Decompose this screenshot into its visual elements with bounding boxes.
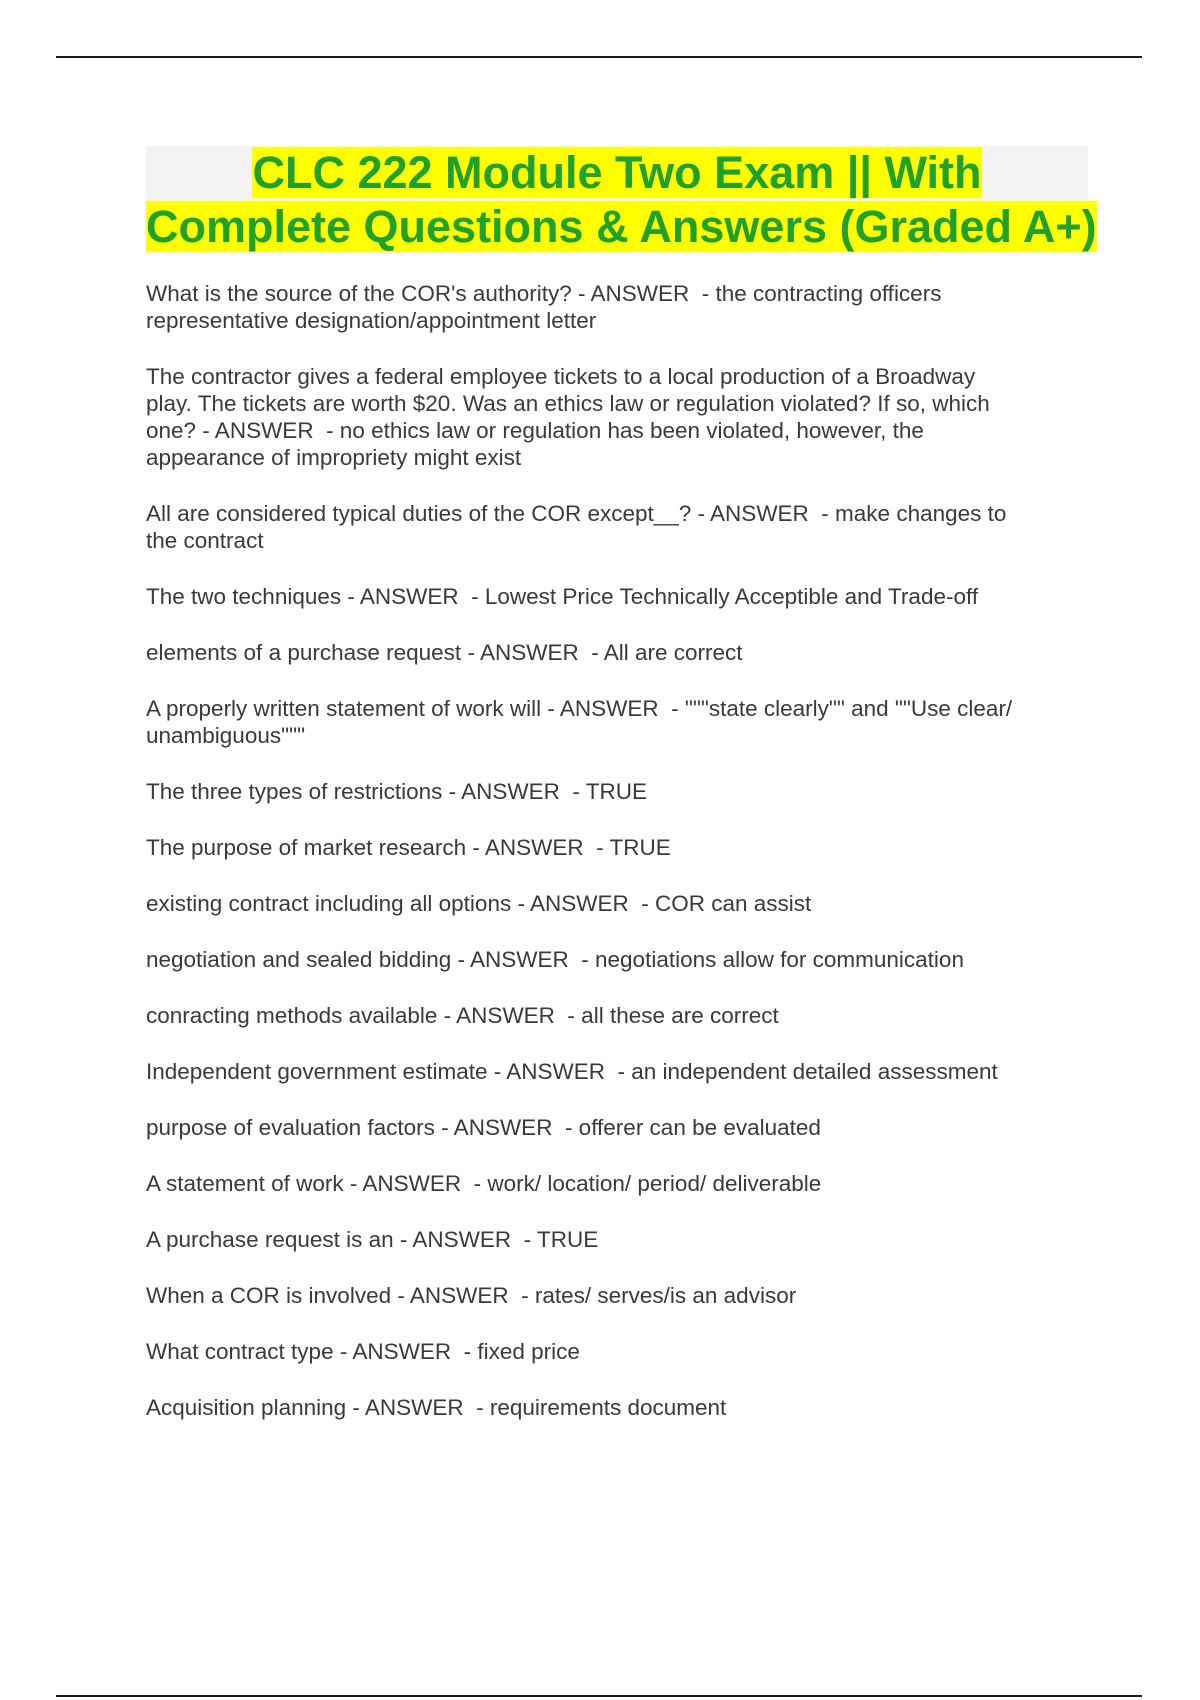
title-line-2 bbox=[146, 200, 1097, 254]
qa-item: What contract type - ANSWER - fixed price bbox=[146, 1339, 580, 1364]
title-line-2-text: Complete Questions & Answers (Graded A+) bbox=[146, 201, 1097, 252]
qa-item: existing contract including all options - ANSWER - COR can assist bbox=[146, 891, 812, 916]
qa-item: All are considered typical duties of the COR except__? - ANSWER - make changes to the contract bbox=[146, 501, 1007, 553]
qa-item: Acquisition planning - ANSWER - requirements document bbox=[146, 1395, 727, 1420]
top-rule bbox=[56, 56, 1142, 58]
qa-item: Independent government estimate - ANSWER - an independent detailed assessment bbox=[146, 1059, 998, 1084]
qa-item: negotiation and sealed bidding - ANSWER - negotiations allow for communication bbox=[146, 947, 964, 972]
document-title bbox=[146, 146, 1097, 254]
title-line-1 bbox=[146, 146, 1088, 200]
title-line-1-text: CLC 222 Module Two Exam || With bbox=[252, 147, 982, 198]
qa-item: What is the source of the COR's authority? - ANSWER - the contracting officers representative designation/appointment letter bbox=[146, 281, 942, 333]
qa-list bbox=[146, 280, 1096, 1450]
qa-item: purpose of evaluation factors - ANSWER - offerer can be evaluated bbox=[146, 1115, 821, 1140]
qa-item: The two techniques - ANSWER - Lowest Price Technically Acceptible and Trade-off bbox=[146, 584, 979, 609]
qa-item: conracting methods available - ANSWER - all these are correct bbox=[146, 1003, 779, 1028]
qa-item: A statement of work - ANSWER - work/ location/ period/ deliverable bbox=[146, 1171, 822, 1196]
qa-item: The purpose of market research - ANSWER - TRUE bbox=[146, 835, 671, 860]
bottom-rule bbox=[56, 1695, 1142, 1697]
qa-item: A properly written statement of work will - ANSWER - """state clearly"" and ""Use clear/ unambiguous""" bbox=[146, 696, 1013, 748]
qa-item: The three types of restrictions - ANSWER - TRUE bbox=[146, 779, 647, 804]
qa-item: The contractor gives a federal employee tickets to a local production of a Broadway play. The tickets are worth $20. Was an ethics law or regulation violated? If so, which one? - ANSWER - no ethics law or regulation has been violated, however, the appearance of impropriety might exist bbox=[146, 364, 990, 470]
qa-item: When a COR is involved - ANSWER - rates/ serves/is an advisor bbox=[146, 1283, 797, 1308]
qa-item: elements of a purchase request - ANSWER - All are correct bbox=[146, 640, 743, 665]
qa-item: A purchase request is an - ANSWER - TRUE bbox=[146, 1227, 599, 1252]
